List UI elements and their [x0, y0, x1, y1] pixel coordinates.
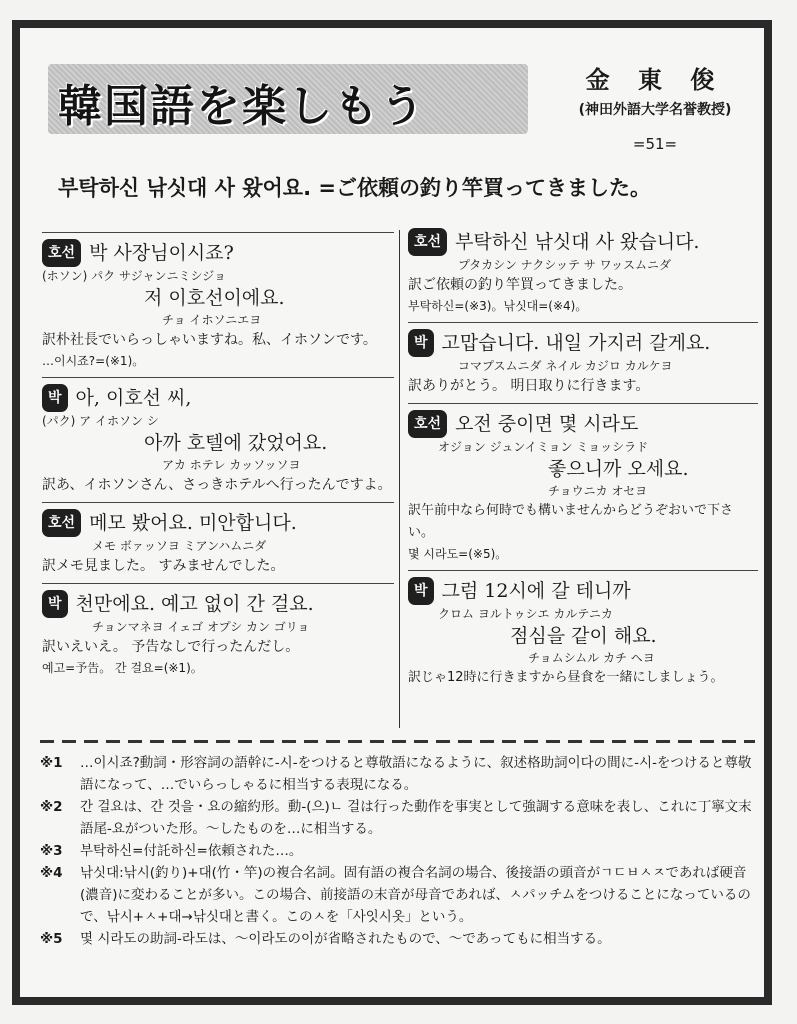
- footnote-text: 낚싯대:낚시(釣り)+대(竹・竿)の複合名詞。固有語の複合名詞の場合、後接語の頭音がㄱㄷㅂㅅㅈであれば硬音(濃音)に変わることが多い。この場合、前接語の末音が母音であれば、ㅅパッチムをつけることになっているので、낚시+ㅅ+대→낚싯대と書く。このㅅを「사잇시옷」という。: [80, 865, 751, 925]
- headline: 부탁하신 낚싯대 사 왔어요. =ご依頼の釣り竿買ってきました。: [58, 176, 651, 200]
- translation: 訳あ、イホソンさん、さっきホテルへ行ったんですよ。: [42, 477, 392, 493]
- right-column: [408, 228, 758, 695]
- divider: [42, 232, 394, 233]
- note-ref: 부탁하신=(※3)。낚싯대=(※4)。: [408, 299, 588, 313]
- korean-line: 고맙습니다. 내일 가지러 갈게요.: [441, 332, 711, 354]
- speaker-badge: 호선: [42, 509, 81, 537]
- translation: 訳メモ見ました。 すみませんでした。: [42, 558, 285, 574]
- kana-reading-2: チョムシムル カチ ヘヨ: [528, 651, 655, 665]
- footnote-text: …이시죠?動詞・形容詞の語幹に-시-をつけると尊敬語になるように、叙述格助詞이다の間に-시-をつけると尊敬語になって、…でいらっしゃるに相当する表現になる。: [80, 755, 752, 793]
- footnote: [40, 928, 758, 950]
- divider: [408, 322, 758, 323]
- dialogue-turn: [408, 410, 758, 564]
- footnotes: [40, 752, 758, 950]
- left-column: [42, 228, 394, 684]
- kana-reading-2: チョ イホソニエヨ: [162, 313, 262, 327]
- footnote-text: 간 걸요は、간 것을・요の縮約形。動-(으)ㄴ 걸は行った動作を事実として強調する意味を表し、これに丁寧文末語尾-요がついた形。〜したものを…に相当する。: [80, 799, 752, 837]
- footnote-text: 부탁하신=付託하신=依頼された…。: [80, 843, 303, 859]
- kana-reading: メモ ボァッソヨ ミアンハムニダ: [92, 539, 267, 553]
- footnote: [40, 862, 758, 928]
- dialogue-turn: [42, 239, 394, 371]
- korean-line-2: 저 이호선이에요.: [144, 287, 285, 309]
- footnote: [40, 796, 758, 840]
- issue-number: =51=: [632, 135, 678, 153]
- header: [30, 60, 770, 170]
- korean-line-2: 좋으니까 오세요.: [548, 458, 689, 480]
- dialogue-turn: [42, 509, 394, 577]
- speaker-badge: 호선: [408, 228, 447, 256]
- footnote-text: 몇 시라도の助詞-라도は、〜이라도の이が省略されたもので、〜であってもに相当する。: [80, 931, 611, 947]
- dialogue-turn: [42, 384, 394, 496]
- kana-reading-2: チョウニカ オセヨ: [548, 484, 648, 498]
- kana-reading: コマプスムニダ ネイル カジロ カルケヨ: [458, 359, 673, 373]
- speaker-badge: 호선: [42, 239, 81, 267]
- korean-line: 그럼 12시에 갈 테니까: [441, 580, 631, 602]
- footnote: [40, 752, 758, 796]
- column-divider: [399, 230, 400, 728]
- korean-line: 아, 이호선 씨,: [75, 387, 192, 409]
- footnote-mark: ※3: [40, 843, 63, 859]
- author-block: [545, 60, 765, 153]
- korean-line: 오전 중이면 몇 시라도: [455, 413, 639, 435]
- kana-reading: (ホソン) パク サジャンニミシジョ: [42, 269, 226, 283]
- translation: 訳ご依頼の釣り竿買ってきました。: [408, 277, 632, 293]
- kana-reading: チョンマネヨ イェゴ オプシ カン ゴリョ: [92, 620, 310, 634]
- translation: 訳じゃ12時に行きますから昼食を一緒にしましょう。: [408, 670, 724, 685]
- note-ref: 예고=予告。 간 걸요=(※1)。: [42, 661, 203, 675]
- speaker-badge: 박: [42, 384, 68, 412]
- title-banner: [48, 64, 528, 134]
- divider: [42, 377, 394, 378]
- dialogue-turn: [408, 577, 758, 689]
- speaker-badge: 박: [408, 329, 434, 357]
- divider: [408, 570, 758, 571]
- divider: [42, 502, 394, 503]
- dialogue-turn: [42, 590, 394, 678]
- divider: [408, 403, 758, 404]
- footnote-mark: ※5: [40, 931, 63, 947]
- kana-reading-2: アカ ホテレ カッソッソヨ: [162, 458, 301, 472]
- korean-line: 천만에요. 예고 없이 간 걸요.: [75, 593, 314, 615]
- kana-reading: (パク) ア イホソン シ: [42, 414, 159, 428]
- translation: 訳ありがとう。 明日取りに行きます。: [408, 378, 650, 394]
- kana-reading: プタカシン ナクシッテ サ ワッスムニダ: [458, 258, 671, 272]
- footnote-mark: ※4: [40, 865, 63, 881]
- translation: 訳朴社長でいらっしゃいますね。私、イホソンです。: [42, 332, 377, 348]
- korean-line: 박 사장님이시죠?: [89, 242, 234, 264]
- footnote-mark: ※2: [40, 799, 63, 815]
- korean-line-2: 점심을 같이 해요.: [510, 625, 657, 647]
- translation: 訳午前中なら何時でも構いませんからどうぞおいで下さい。: [408, 503, 734, 540]
- translation: 訳いえいえ。 予告なしで行ったんだし。: [42, 639, 300, 655]
- footnote: [40, 840, 758, 862]
- author-name: 金 東 俊: [585, 66, 725, 94]
- speaker-badge: 박: [42, 590, 68, 618]
- korean-line-2: 아까 호텔에 갔었어요.: [144, 432, 328, 454]
- author-affiliation: (神田外語大学名誉教授): [578, 102, 732, 118]
- dialogue-turn: [408, 329, 758, 397]
- page-title: 韓国語を楽しもう: [58, 81, 426, 132]
- speaker-badge: 호선: [408, 410, 447, 438]
- dashed-separator: [40, 740, 755, 743]
- divider: [42, 583, 394, 584]
- note-ref: …이시죠?=(※1)。: [42, 354, 145, 368]
- korean-line: 메모 봤어요. 미안합니다.: [89, 512, 297, 534]
- speaker-badge: 박: [408, 577, 434, 605]
- footnote-mark: ※1: [40, 755, 63, 771]
- kana-reading: オジョン ジュンイミョン ミョッシラド: [438, 440, 649, 454]
- korean-line: 부탁하신 낚싯대 사 왔습니다.: [455, 231, 700, 253]
- kana-reading: クロム ヨルトゥシエ カルテニカ: [438, 607, 613, 621]
- dialogue-turn: [408, 228, 758, 316]
- note-ref: 몇 시라도=(※5)。: [408, 547, 508, 561]
